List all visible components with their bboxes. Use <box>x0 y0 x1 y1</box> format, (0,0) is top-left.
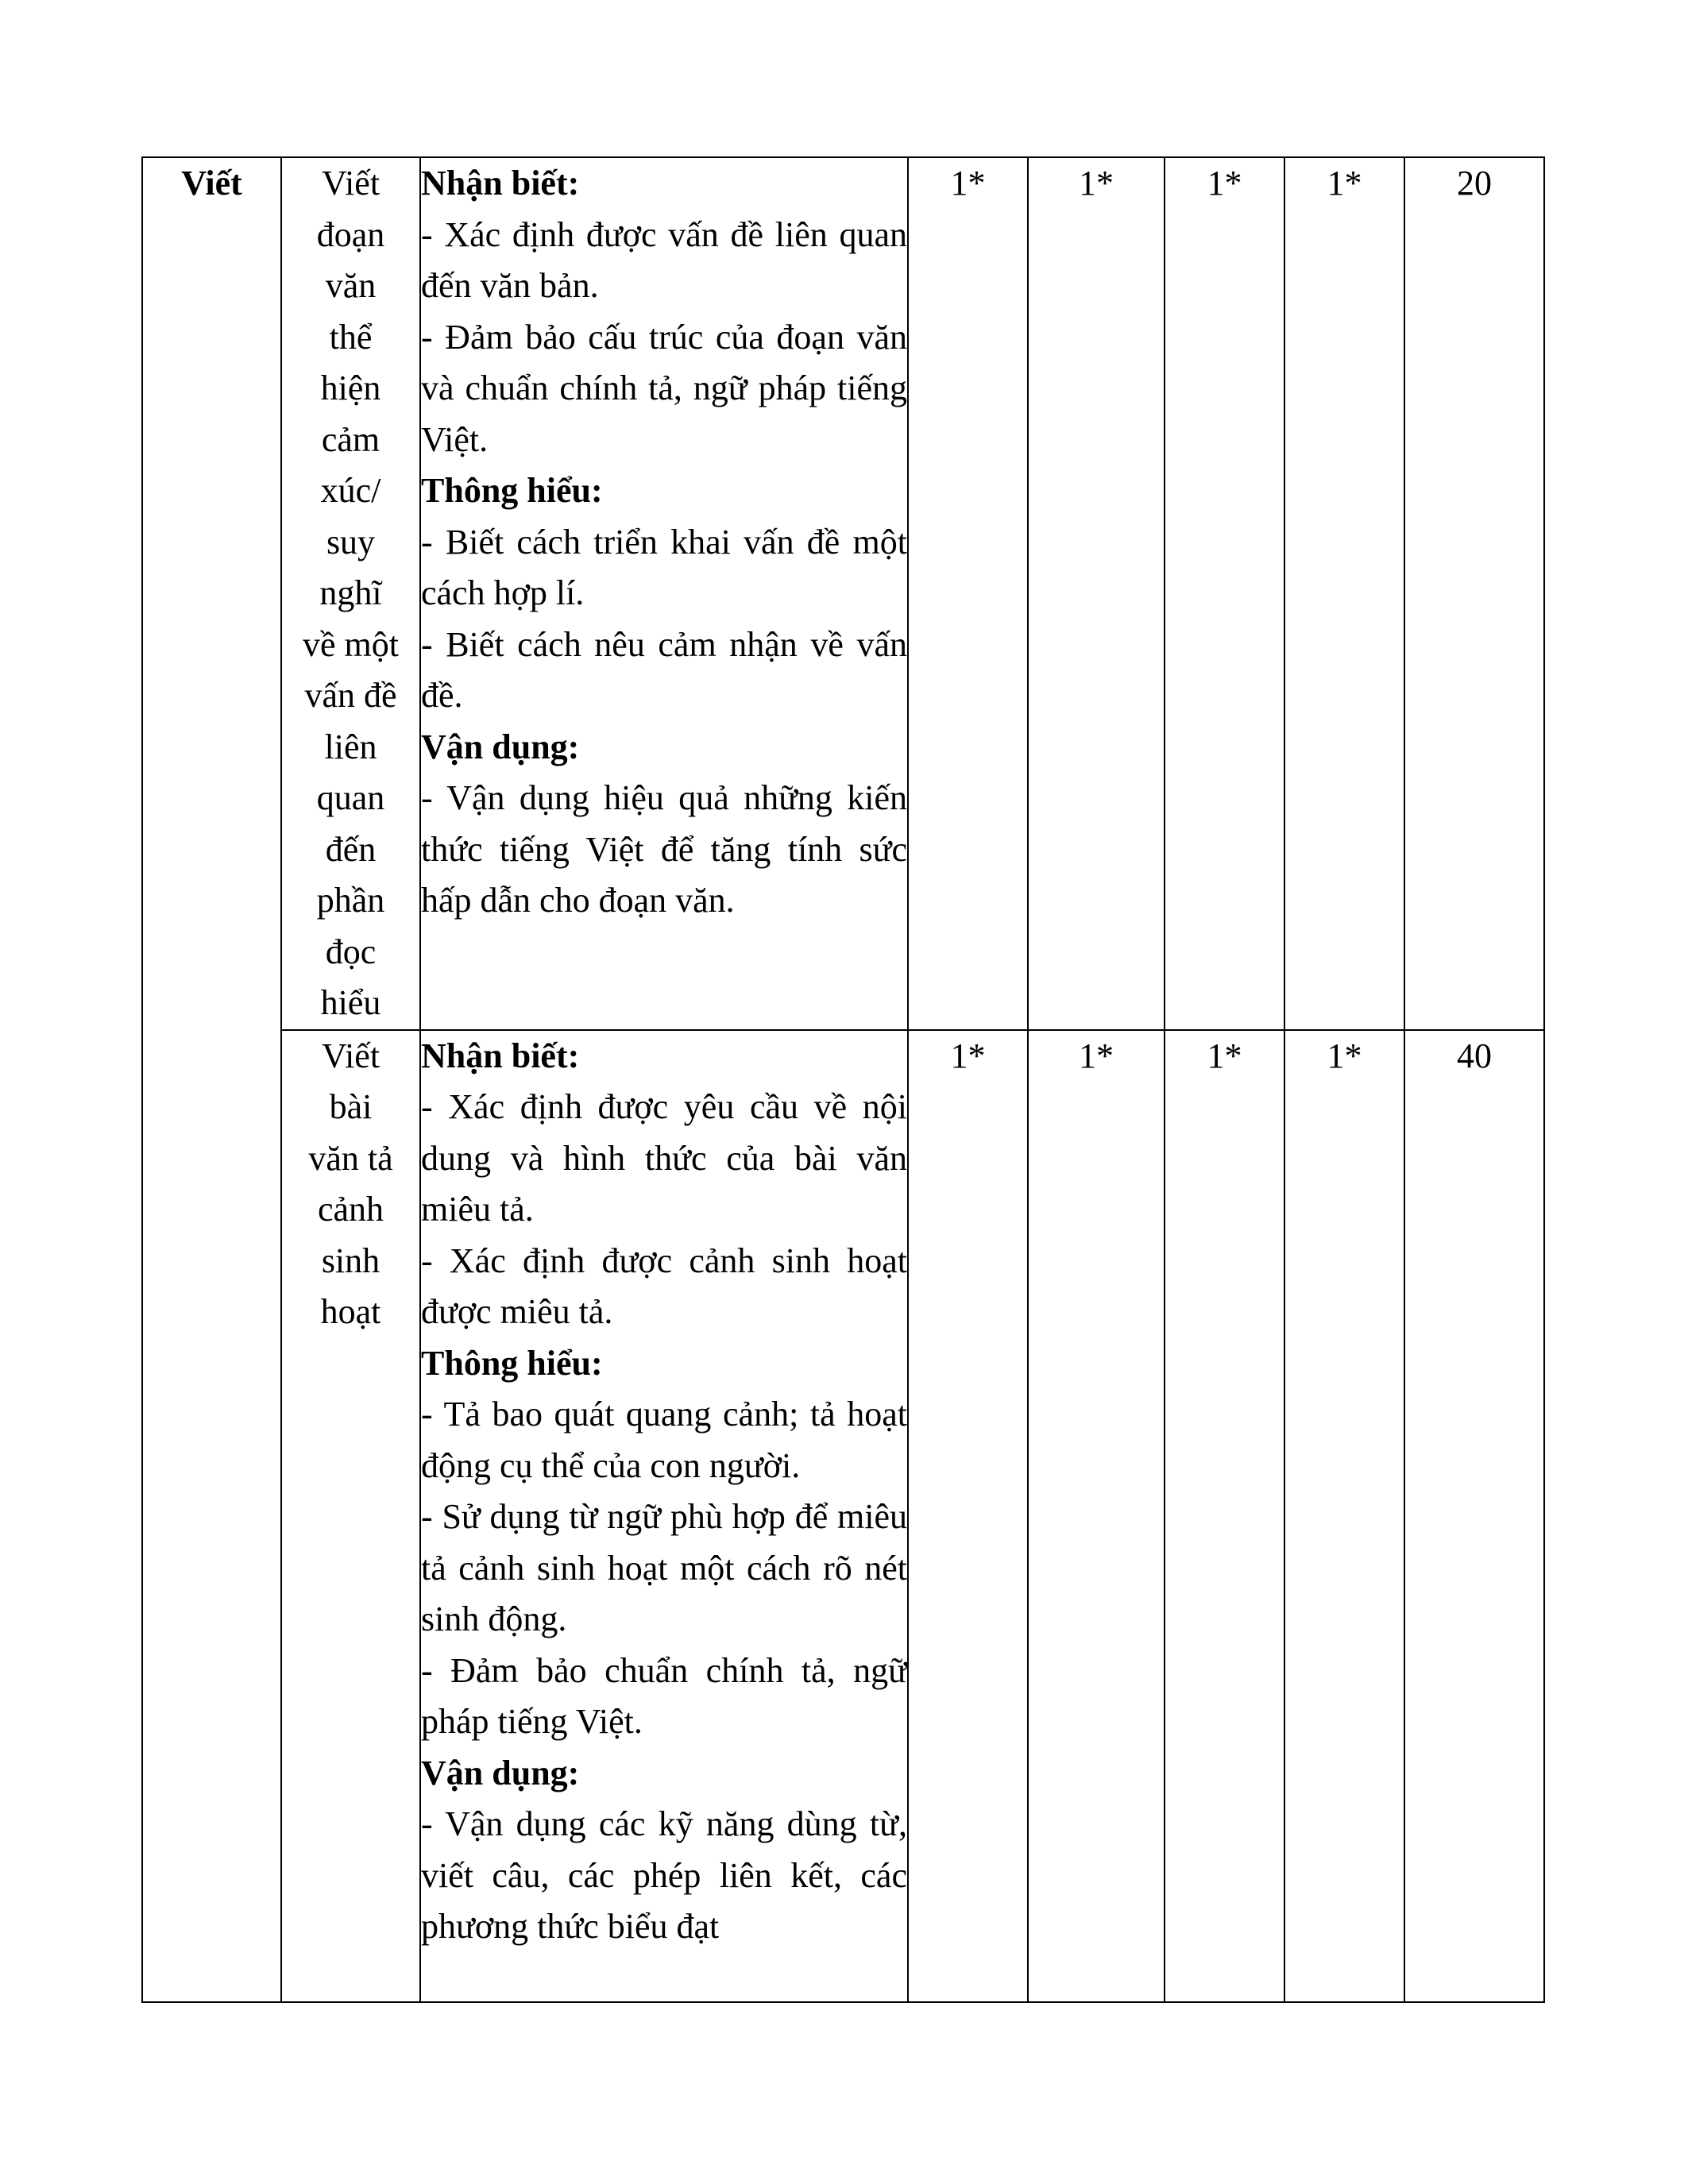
content-line: hiểu <box>320 983 381 1022</box>
level-label-thong-hieu: Thông hiểu: <box>421 1343 603 1383</box>
percent-cell: 40 <box>1404 1030 1544 2002</box>
content-line: hoạt <box>320 1292 381 1331</box>
content-line: Viết <box>321 1036 380 1075</box>
specification-table <box>141 156 1545 2003</box>
content-line: suy <box>326 522 376 561</box>
content-line: nghĩ <box>319 573 382 612</box>
content-line: Viết <box>321 164 380 203</box>
content-line: bài <box>329 1087 373 1126</box>
table-row <box>142 1030 1544 2002</box>
count-cell: 1* <box>1165 1030 1284 2002</box>
skill-label: Viết <box>181 164 242 203</box>
detail-cell <box>420 1030 908 2002</box>
content-line: văn <box>325 266 377 305</box>
level-label-nhan-biet: Nhận biết: <box>421 1036 580 1075</box>
count-cell: 1* <box>908 157 1028 1030</box>
level-label-van-dung: Vận dụng: <box>421 1753 580 1792</box>
detail-item: - Vận dụng các kỹ năng dùng từ, viết câu, các phép liên kết, các phương thức biểu đạt <box>421 1804 907 1946</box>
content-line: liên <box>324 727 377 766</box>
percent-cell: 20 <box>1404 157 1544 1030</box>
level-label-thong-hieu: Thông hiểu: <box>421 471 603 510</box>
content-line: đến <box>325 829 377 869</box>
count-cell: 1* <box>908 1030 1028 2002</box>
detail-cell <box>420 157 908 1030</box>
detail-item: - Sử dụng từ ngữ phù hợp để miêu tả cảnh sinh hoạt một cách rõ nét sinh động. <box>421 1497 907 1638</box>
content-line: vấn đề <box>304 676 397 715</box>
level-label-van-dung: Vận dụng: <box>421 727 580 766</box>
count-cell: 1* <box>1284 1030 1404 2002</box>
content-line: về một <box>303 624 399 664</box>
content-cell <box>281 157 420 1030</box>
content-line: cảm <box>321 419 380 459</box>
table-row <box>142 157 1544 1030</box>
detail-item: - Biết cách nêu cảm nhận về vấn đề. <box>421 624 907 715</box>
count-cell: 1* <box>1028 157 1165 1030</box>
content-line: quan <box>316 778 385 817</box>
detail-item: - Xác định được yêu cầu về nội dung và hình thức của bài văn miêu tả. <box>421 1087 907 1229</box>
content-cell <box>281 1030 420 2002</box>
content-line: xúc/ <box>320 471 381 510</box>
count-cell: 1* <box>1165 157 1284 1030</box>
content-line: văn tả <box>308 1138 393 1178</box>
count-cell: 1* <box>1284 157 1404 1030</box>
content-line: phần <box>316 881 385 920</box>
detail-item: - Tả bao quát quang cảnh; tả hoạt động cụ thể của con người. <box>421 1395 907 1485</box>
detail-item: - Đảm bảo cấu trúc của đoạn văn và chuẩn chính tả, ngữ pháp tiếng Việt. <box>421 317 907 459</box>
skill-cell <box>142 157 281 2002</box>
detail-item: - Xác định được vấn đề liên quan đến văn bản. <box>421 214 907 305</box>
level-label-nhan-biet: Nhận biết: <box>421 164 580 203</box>
content-line: đọc <box>325 932 377 971</box>
content-line: đoạn <box>316 214 385 254</box>
content-line: sinh <box>321 1241 380 1280</box>
content-line: hiện <box>320 369 381 407</box>
content-line: cảnh <box>317 1190 384 1229</box>
detail-item: - Xác định được cảnh sinh hoạt được miêu tả. <box>421 1241 907 1331</box>
content-line: thể <box>329 317 373 357</box>
detail-item: - Biết cách triển khai vấn đề một cách hợp lí. <box>421 522 907 612</box>
count-cell: 1* <box>1028 1030 1165 2002</box>
detail-item: - Vận dụng hiệu quả những kiến thức tiếng Việt để tăng tính sức hấp dẫn cho đoạn văn. <box>421 778 907 920</box>
detail-item: - Đảm bảo chuẩn chính tả, ngữ pháp tiếng Việt. <box>421 1650 907 1741</box>
